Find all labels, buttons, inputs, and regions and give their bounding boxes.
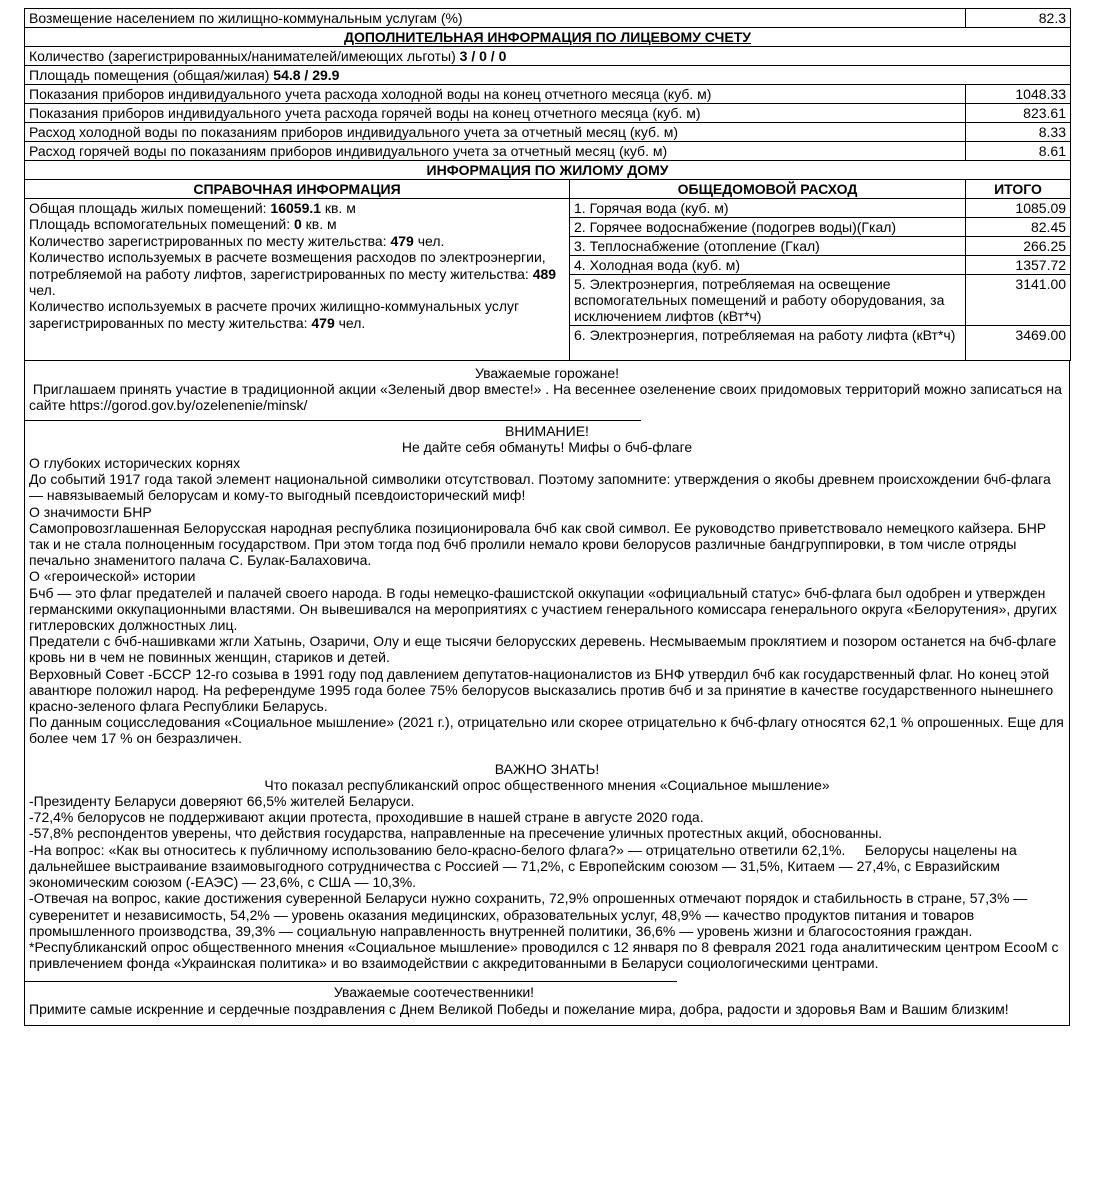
common-item-value: 1085.09 [966, 199, 1071, 218]
important-subtitle: Что показал республиканский опрос общественного мнения «Социальное мышление» [264, 776, 830, 793]
victory-day-greeting: Примите самые искренние и сердечные поздравления с Днем Великой Победы и пожелание мира, добра, радости и здоровья Вам и Вашим близким! [29, 1000, 1009, 1017]
common-item: 6. Электроэнергия, потребляемая на работу лифта (кВт*ч) [570, 326, 966, 361]
myth-paragraph: Самопровозглашенная Белорусская народная республика позиционировала бчб как свой символ. Ее руководство приветствовало немецкого кайзера. БНР так и не стала полноценным государством. При этом тогда под бчб пролили немало крови белорусов различные бандгруппировки, в том числе отряды печально знаменитого палача С. Булак-Балаховича. [29, 519, 1047, 569]
survey-fact: -На вопрос: «Как вы относитесь к публичному использованию бело-красно-белого флага?» — отрицательно ответили 62,1%. Белорусы нацелены на дальнейшее выстраивание взаимовыгодного сотрудничества с Россией — 71,2%, с Европейским союзом — 31,5%, Китаем — 27,4%, с Евразийским экономическим союзом (-ЕАЭС) — 23,6%, с США — 10,3%. [29, 841, 1021, 891]
additional-info-header: ДОПОЛНИТЕЛЬНАЯ ИНФОРМАЦИЯ ПО ЛИЦЕВОМУ СЧЕТУ [25, 28, 1071, 47]
myth-paragraph: До событий 1917 года такой элемент национальной символики отсутствовал. Поэтому запомните: утверждения о якобы древнем происхождении бчб-флага — навязываемый белорусам и кому-то выгодный псевдоисторический миф! [29, 471, 1051, 504]
survey-fact: -Отвечая на вопрос, какие достижения суверенной Беларуси нужно сохранить, 72,9% опрошенных отмечают порядок и стабильность в стране, 57,3% — суверенитет и независимость, 54,2% — уровень оказания медицинских, образовательных услуг, 48,9% — качество продуктов питания и товаров промышленного производства, 39,3% — социальную направленность внутренней политики, 36,6% — уровень жизни и благосостояния граждан. [29, 890, 1028, 939]
compensation-label: Возмещение населением по жилищно-коммунальным услугам (%) [25, 9, 966, 28]
common-item: 2. Горячее водоснабжение (подогрев воды)(Гкал) [570, 218, 966, 237]
area-value: 54.8 / 29.9 [273, 67, 340, 83]
ref-line: Количество используемых в расчете возмещения расходов по электроэнергии, потребляемой на работу лифтов, зарегистрированных по месту жительства: 489 чел. [29, 249, 557, 299]
myth-paragraph: О «героической» истории [29, 568, 196, 585]
house-info-header: ИНФОРМАЦИЯ ПО ЖИЛОМУ ДОМУ [25, 161, 1071, 180]
myth-paragraph: Бчб — это флаг предателей и палачей своего народа. В годы немецко-фашистской оккупации «официальный статус» бчб-флага был одобрен и утвержден германскими оккупационными властями. Он вывешивался на мероприятиях с участием генерального комиссара генерального округа «Белорутения», других гитлеровских должностных лиц. [29, 584, 1057, 634]
total-column-header: ИТОГО [966, 180, 1071, 199]
common-item: 3. Теплоснабжение (отопление (Гкал) [570, 237, 966, 256]
myth-paragraph: По данным социсследования «Социальное мышление» (2021 г.), отрицательно или скорее отрицательно к бчб-флагу относятся 62,1 % опрошенных. Еще для более чем 17 % он безразличен. [29, 714, 1064, 747]
common-item: 5. Электроэнергия, потребляемая на освещение вспомогательных помещений и работу оборудования, за исключением лифтов (кВт*ч) [570, 275, 966, 326]
common-item-value: 82.45 [966, 218, 1071, 237]
meter-row: Расход горячей воды по показаниям приборов индивидуального учета за отчетный месяц (куб. м) 8.61 [25, 142, 1071, 161]
survey-fact: -Президенту Беларуси доверяют 66,5% жителей Беларуси. [29, 793, 415, 810]
common-item: 1. Горячая вода (куб. м) [570, 199, 966, 218]
attention-subtitle: Не дайте себя обмануть! Мифы о бчб-флаге [401, 438, 693, 455]
meter-row: Показания приборов индивидуального учета расхода холодной воды на конец отчетного месяца (куб. м) 1048.33 [25, 85, 1071, 104]
house-table [24, 161, 1071, 361]
account-table [24, 8, 1071, 161]
common-item-value: 3469.00 [966, 326, 1071, 361]
separator-line [25, 420, 641, 421]
common-item-value: 3141.00 [966, 275, 1071, 326]
survey-fact: -72,4% белорусов не поддерживают акции протеста, проходившие в нашей стране в августе 2020 года. [29, 809, 704, 826]
myth-paragraph: О значимости БНР [29, 503, 152, 520]
greeting-compatriots: Уважаемые соотечественники! [333, 984, 535, 1001]
greeting-citizens: Уважаемые горожане! [474, 365, 620, 381]
survey-footnote: *Республиканский опрос общественного мнения «Социальное мышление» проводился с 12 января по 8 февраля 2021 года аналитическим центром EcooM с привлечением фонда «Украинская политика» и во взаимодействии с аккредитованными в Беларуси социологическими центрами. [29, 938, 1059, 972]
survey-fact: -57,8% респондентов уверены, что действия государства, направленные на пресечение уличных протестных акций, обоснованны. [29, 825, 883, 842]
compensation-value: 82.3 [966, 9, 1071, 28]
important-title: ВАЖНО ЗНАТЬ! [494, 760, 600, 777]
common-item-value: 1357.72 [966, 256, 1071, 275]
utility-bill-document [24, 8, 1070, 1026]
compensation-row [25, 9, 1071, 28]
myth-paragraph: Предатели с бчб-нашивками жгли Хатынь, Озаричи, Олу и еще тысячи белорусских деревень. Несмываемым проклятием и позором останется на бчб-флаге кровь ни в чем не повинных женщин, стариков и детей. [29, 633, 1057, 666]
separator-line [25, 981, 677, 982]
ref-column-header: СПРАВОЧНАЯ ИНФОРМАЦИЯ [25, 180, 570, 199]
count-row: Количество (зарегистрированных/нанимателей/имеющих льготы) 3 / 0 / 0 [25, 47, 1071, 66]
myth-paragraph: О глубоких исторических корнях [29, 455, 241, 472]
notices-block [24, 361, 1070, 1026]
common-item-value: 266.25 [966, 237, 1071, 256]
common-item: 4. Холодная вода (куб. м) [570, 256, 966, 275]
reference-info [25, 199, 570, 361]
ref-line: Площадь вспомогательных помещений: 0 кв. м [29, 216, 337, 233]
area-row: Площадь помещения (общая/жилая) 54.8 / 29.9 [25, 66, 1071, 85]
meter-row: Расход холодной воды по показаниям приборов индивидуального учета за отчетный месяц (куб. м) 8.33 [25, 123, 1071, 142]
common-column-header: ОБЩЕДОМОВОЙ РАСХОД [570, 180, 966, 199]
ref-line: Общая площадь жилых помещений: 16059.1 кв. м [29, 200, 356, 216]
ref-line: Количество используемых в расчете прочих жилищно-коммунальных услуг зарегистрированных по месту жительства: 479 чел. [29, 298, 520, 331]
ref-line: Количество зарегистрированных по месту жительства: 479 чел. [29, 232, 445, 249]
myth-paragraph: Верховный Совет -БССР 12-го созыва в 1991 году под давлением депутатов-националистов из БНФ утвердил бчб как государственный флаг. Но конец этой авантюре положил народ. На референдуме 1995 года более 75% белорусов высказались против бчб и за принятие в качестве государственного нынешнего красно-зеленого флага Республики Беларусь. [29, 665, 1054, 715]
count-value: 3 / 0 / 0 [459, 48, 507, 64]
meter-row: Показания приборов индивидуального учета расхода горячей воды на конец отчетного месяца (куб. м) 823.61 [25, 104, 1071, 123]
attention-title: ВНИМАНИЕ! [505, 422, 589, 439]
green-yard-invitation: Приглашаем принять участие в традиционной акции «Зеленый двор вместе!» . На весеннее озеленение своих придомовых территорий можно записаться на сайте https://gorod.gov.by/ozelenenie/minsk/ [29, 381, 1066, 414]
